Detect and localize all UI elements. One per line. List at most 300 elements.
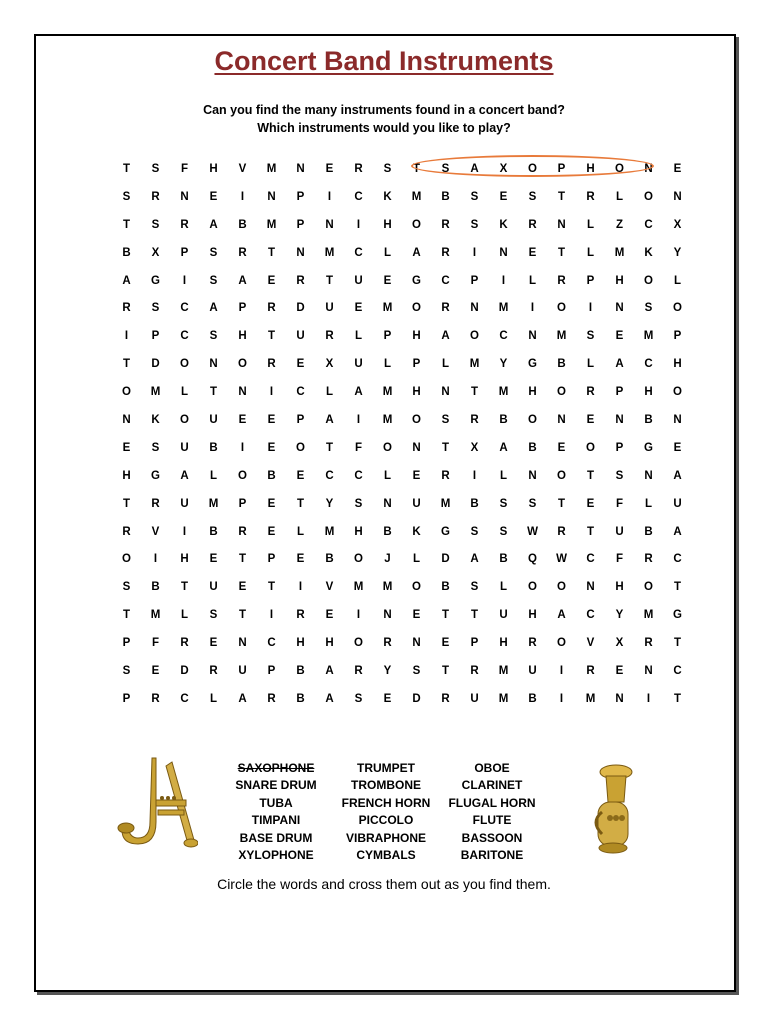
grid-letter[interactable]: I [646, 692, 651, 705]
grid-letter[interactable]: D [441, 553, 450, 566]
grid-letter[interactable]: B [267, 469, 276, 482]
grid-letter[interactable]: M [208, 497, 219, 510]
grid-letter[interactable]: F [354, 441, 363, 454]
grid-letter[interactable]: U [412, 497, 421, 510]
grid-letter[interactable]: B [209, 441, 218, 454]
grid-letter[interactable]: B [644, 525, 653, 538]
grid-letter[interactable]: L [180, 386, 189, 399]
grid-letter[interactable]: D [180, 664, 189, 677]
grid-letter[interactable]: R [586, 190, 595, 203]
grid-letter[interactable]: K [644, 246, 653, 259]
grid-letter[interactable]: E [122, 441, 131, 454]
grid-letter[interactable]: H [122, 469, 131, 482]
grid-letter[interactable]: H [180, 553, 189, 566]
grid-letter[interactable]: R [325, 330, 334, 343]
grid-letter[interactable]: F [615, 553, 624, 566]
grid-letter[interactable]: A [122, 274, 131, 287]
grid-letter[interactable]: A [238, 274, 247, 287]
grid-letter[interactable]: B [238, 218, 247, 231]
grid-letter[interactable]: C [673, 553, 682, 566]
grid-letter[interactable]: A [673, 469, 682, 482]
grid-letter[interactable]: E [412, 609, 421, 622]
grid-letter[interactable]: P [615, 441, 624, 454]
grid-letter[interactable]: Y [615, 609, 624, 622]
grid-letter[interactable]: U [354, 358, 363, 371]
grid-letter[interactable]: P [470, 274, 479, 287]
grid-letter[interactable]: S [122, 190, 131, 203]
grid-letter[interactable]: R [644, 553, 653, 566]
grid-letter[interactable]: R [528, 218, 537, 231]
grid-letter[interactable]: M [469, 358, 480, 371]
grid-letter[interactable]: M [556, 330, 567, 343]
grid-letter[interactable]: A [673, 525, 682, 538]
grid-letter[interactable]: M [324, 246, 335, 259]
grid-letter[interactable]: C [644, 358, 653, 371]
grid-letter[interactable]: B [557, 358, 566, 371]
grid-letter[interactable]: N [325, 218, 334, 231]
grid-letter[interactable]: E [354, 302, 363, 315]
grid-letter[interactable]: Y [499, 358, 508, 371]
grid-letter[interactable]: P [267, 553, 276, 566]
grid-letter[interactable]: E [586, 413, 595, 426]
grid-letter[interactable]: L [644, 497, 653, 510]
grid-letter[interactable]: T [238, 553, 247, 566]
grid-letter[interactable]: I [298, 581, 303, 594]
grid-letter[interactable]: A [238, 692, 247, 705]
grid-letter[interactable]: E [209, 553, 218, 566]
grid-letter[interactable]: T [180, 581, 189, 594]
grid-letter[interactable]: D [151, 358, 160, 371]
grid-letter[interactable]: C [180, 330, 189, 343]
grid-letter[interactable]: N [383, 609, 392, 622]
grid-letter[interactable]: M [353, 581, 364, 594]
grid-letter[interactable]: S [470, 525, 479, 538]
grid-letter[interactable]: A [325, 664, 334, 677]
grid-letter[interactable]: R [354, 664, 363, 677]
grid-letter[interactable]: R [151, 190, 160, 203]
grid-letter[interactable]: G [151, 469, 160, 482]
grid-letter[interactable]: R [180, 637, 189, 650]
grid-letter[interactable]: O [615, 162, 624, 175]
grid-letter[interactable]: M [498, 302, 509, 315]
grid-letter[interactable]: H [412, 330, 421, 343]
grid-letter[interactable]: I [472, 469, 477, 482]
grid-letter[interactable]: A [499, 441, 508, 454]
grid-letter[interactable]: S [209, 609, 218, 622]
grid-letter[interactable]: N [412, 637, 421, 650]
grid-letter[interactable]: M [498, 692, 509, 705]
grid-letter[interactable]: I [559, 664, 564, 677]
grid-letter[interactable]: I [327, 190, 332, 203]
grid-letter[interactable]: R [557, 525, 566, 538]
grid-letter[interactable]: M [411, 190, 422, 203]
grid-letter[interactable]: H [209, 162, 218, 175]
grid-letter[interactable]: B [528, 441, 537, 454]
grid-letter[interactable]: S [499, 525, 508, 538]
grid-letter[interactable]: E [296, 553, 305, 566]
grid-letter[interactable]: R [441, 469, 450, 482]
grid-letter[interactable]: R [441, 218, 450, 231]
grid-letter[interactable]: U [470, 692, 479, 705]
grid-letter[interactable]: O [586, 441, 595, 454]
grid-letter[interactable]: R [151, 497, 160, 510]
grid-letter[interactable]: X [499, 162, 508, 175]
grid-letter[interactable]: A [354, 386, 363, 399]
grid-letter[interactable]: E [673, 162, 682, 175]
grid-letter[interactable]: R [238, 525, 247, 538]
grid-letter[interactable]: N [673, 190, 682, 203]
grid-letter[interactable]: H [644, 386, 653, 399]
grid-letter[interactable]: T [267, 581, 276, 594]
grid-letter[interactable]: T [296, 497, 305, 510]
grid-letter[interactable]: O [557, 469, 566, 482]
grid-letter[interactable]: S [151, 162, 160, 175]
grid-letter[interactable]: M [440, 497, 451, 510]
grid-letter[interactable]: N [644, 162, 653, 175]
grid-letter[interactable]: I [356, 218, 361, 231]
grid-letter[interactable]: X [470, 441, 479, 454]
grid-letter[interactable]: U [209, 413, 218, 426]
grid-letter[interactable]: P [470, 637, 479, 650]
grid-letter[interactable]: V [325, 581, 334, 594]
grid-letter[interactable]: H [673, 358, 682, 371]
grid-letter[interactable]: S [441, 413, 450, 426]
grid-letter[interactable]: Y [673, 246, 682, 259]
grid-letter[interactable]: T [586, 525, 595, 538]
grid-letter[interactable]: Q [528, 553, 537, 566]
grid-letter[interactable]: O [644, 190, 653, 203]
grid-letter[interactable]: H [412, 386, 421, 399]
grid-letter[interactable]: N [209, 358, 218, 371]
grid-letter[interactable]: S [528, 190, 537, 203]
grid-letter[interactable]: P [238, 497, 247, 510]
grid-letter[interactable]: R [267, 302, 276, 315]
grid-letter[interactable]: L [383, 358, 392, 371]
grid-letter[interactable]: P [557, 162, 566, 175]
grid-letter[interactable]: K [412, 525, 421, 538]
grid-letter[interactable]: M [266, 162, 277, 175]
grid-letter[interactable]: P [383, 330, 392, 343]
grid-letter[interactable]: M [382, 386, 393, 399]
grid-letter[interactable]: E [267, 497, 276, 510]
grid-letter[interactable]: B [499, 553, 508, 566]
grid-letter[interactable]: K [499, 218, 508, 231]
grid-letter[interactable]: H [528, 609, 537, 622]
grid-letter[interactable]: O [296, 441, 305, 454]
grid-letter[interactable]: P [586, 274, 595, 287]
grid-letter[interactable]: S [383, 162, 392, 175]
grid-letter[interactable]: H [586, 162, 595, 175]
grid-letter[interactable]: N [180, 190, 189, 203]
grid-letter[interactable]: T [470, 609, 479, 622]
grid-letter[interactable]: C [499, 330, 508, 343]
grid-letter[interactable]: C [586, 609, 595, 622]
grid-letter[interactable]: B [209, 525, 218, 538]
grid-letter[interactable]: S [412, 664, 421, 677]
grid-letter[interactable]: B [122, 246, 131, 259]
grid-letter[interactable]: O [528, 413, 537, 426]
grid-letter[interactable]: S [122, 664, 131, 677]
grid-letter[interactable]: G [673, 609, 682, 622]
grid-letter[interactable]: H [499, 637, 508, 650]
grid-letter[interactable]: R [238, 246, 247, 259]
grid-letter[interactable]: C [180, 302, 189, 315]
grid-letter[interactable]: O [557, 637, 566, 650]
grid-letter[interactable]: O [673, 386, 682, 399]
grid-letter[interactable]: L [209, 469, 218, 482]
grid-letter[interactable]: I [182, 525, 187, 538]
grid-letter[interactable]: I [530, 302, 535, 315]
grid-letter[interactable]: O [383, 441, 392, 454]
grid-letter[interactable]: L [673, 274, 682, 287]
grid-letter[interactable]: O [644, 581, 653, 594]
grid-letter[interactable]: S [354, 692, 363, 705]
grid-letter[interactable]: B [296, 664, 305, 677]
grid-letter[interactable]: V [238, 162, 247, 175]
grid-letter[interactable]: N [557, 218, 566, 231]
grid-letter[interactable]: P [412, 358, 421, 371]
grid-letter[interactable]: L [586, 358, 595, 371]
grid-letter[interactable]: A [557, 609, 566, 622]
grid-letter[interactable]: L [209, 692, 218, 705]
grid-letter[interactable]: U [238, 664, 247, 677]
grid-letter[interactable]: S [499, 497, 508, 510]
grid-letter[interactable]: T [325, 274, 334, 287]
grid-letter[interactable]: A [209, 218, 218, 231]
grid-letter[interactable]: T [267, 246, 276, 259]
grid-letter[interactable]: T [122, 162, 131, 175]
grid-letter[interactable]: I [559, 692, 564, 705]
grid-letter[interactable]: H [383, 218, 392, 231]
grid-letter[interactable]: R [209, 664, 218, 677]
grid-letter[interactable]: J [384, 553, 391, 566]
grid-letter[interactable]: A [470, 162, 479, 175]
grid-letter[interactable]: R [470, 413, 479, 426]
grid-letter[interactable]: R [470, 664, 479, 677]
grid-letter[interactable]: C [644, 218, 653, 231]
grid-letter[interactable]: O [557, 302, 566, 315]
grid-letter[interactable]: O [354, 637, 363, 650]
grid-letter[interactable]: R [441, 692, 450, 705]
grid-letter[interactable]: T [441, 664, 450, 677]
grid-letter[interactable]: P [238, 302, 247, 315]
grid-letter[interactable]: R [267, 358, 276, 371]
grid-letter[interactable]: M [324, 525, 335, 538]
grid-letter[interactable]: I [240, 441, 245, 454]
grid-letter[interactable]: G [151, 274, 160, 287]
grid-letter[interactable]: E [441, 637, 450, 650]
grid-letter[interactable]: N [238, 637, 247, 650]
grid-letter[interactable]: I [472, 246, 477, 259]
grid-letter[interactable]: N [673, 413, 682, 426]
grid-letter[interactable]: M [498, 386, 509, 399]
grid-letter[interactable]: G [441, 525, 450, 538]
grid-letter[interactable]: I [269, 386, 274, 399]
grid-letter[interactable]: P [296, 190, 305, 203]
grid-letter[interactable]: T [122, 609, 131, 622]
grid-letter[interactable]: S [470, 218, 479, 231]
grid-letter[interactable]: X [615, 637, 624, 650]
grid-letter[interactable]: N [615, 692, 624, 705]
grid-letter[interactable]: L [383, 469, 392, 482]
grid-letter[interactable]: I [269, 609, 274, 622]
grid-letter[interactable]: N [615, 413, 624, 426]
grid-letter[interactable]: N [528, 469, 537, 482]
grid-letter[interactable]: M [643, 609, 654, 622]
grid-letter[interactable]: T [470, 386, 479, 399]
grid-letter[interactable]: F [180, 162, 189, 175]
grid-letter[interactable]: S [644, 302, 653, 315]
grid-letter[interactable]: E [296, 358, 305, 371]
grid-letter[interactable]: A [325, 692, 334, 705]
grid-letter[interactable]: C [267, 637, 276, 650]
grid-letter[interactable]: S [151, 218, 160, 231]
grid-letter[interactable]: W [556, 553, 567, 566]
grid-letter[interactable]: I [356, 609, 361, 622]
grid-letter[interactable]: L [441, 358, 450, 371]
grid-letter[interactable]: S [615, 469, 624, 482]
grid-letter[interactable]: H [296, 637, 305, 650]
grid-letter[interactable]: E [673, 441, 682, 454]
grid-letter[interactable]: R [122, 302, 131, 315]
grid-letter[interactable]: R [441, 246, 450, 259]
grid-letter[interactable]: L [586, 246, 595, 259]
grid-letter[interactable]: I [501, 274, 506, 287]
grid-letter[interactable]: A [209, 302, 218, 315]
grid-letter[interactable]: E [383, 274, 392, 287]
grid-letter[interactable]: M [643, 330, 654, 343]
grid-letter[interactable]: T [441, 441, 450, 454]
grid-letter[interactable]: G [412, 274, 421, 287]
grid-letter[interactable]: U [325, 302, 334, 315]
grid-letter[interactable]: C [354, 190, 363, 203]
grid-letter[interactable]: E [209, 637, 218, 650]
grid-letter[interactable]: N [499, 246, 508, 259]
grid-letter[interactable]: O [412, 581, 421, 594]
grid-letter[interactable]: R [644, 637, 653, 650]
grid-letter[interactable]: S [470, 190, 479, 203]
grid-letter[interactable]: E [325, 162, 334, 175]
grid-letter[interactable]: B [296, 692, 305, 705]
grid-letter[interactable]: R [528, 637, 537, 650]
grid-letter[interactable]: O [412, 302, 421, 315]
grid-letter[interactable]: V [151, 525, 160, 538]
grid-letter[interactable]: C [180, 692, 189, 705]
grid-letter[interactable]: B [499, 413, 508, 426]
grid-letter[interactable]: E [151, 664, 160, 677]
grid-letter[interactable]: N [296, 246, 305, 259]
grid-letter[interactable]: E [267, 413, 276, 426]
grid-letter[interactable]: C [441, 274, 450, 287]
grid-letter[interactable]: L [528, 274, 537, 287]
grid-letter[interactable]: L [325, 386, 334, 399]
grid-letter[interactable]: T [122, 218, 131, 231]
grid-letter[interactable]: R [383, 637, 392, 650]
grid-letter[interactable]: A [325, 413, 334, 426]
grid-letter[interactable]: M [382, 413, 393, 426]
grid-letter[interactable]: E [209, 190, 218, 203]
grid-letter[interactable]: T [557, 497, 566, 510]
grid-letter[interactable]: P [151, 330, 160, 343]
grid-letter[interactable]: B [151, 581, 160, 594]
grid-letter[interactable]: T [557, 190, 566, 203]
grid-letter[interactable]: A [412, 246, 421, 259]
grid-letter[interactable]: M [382, 302, 393, 315]
grid-letter[interactable]: O [528, 581, 537, 594]
grid-letter[interactable]: N [122, 413, 131, 426]
grid-letter[interactable]: E [238, 581, 247, 594]
grid-letter[interactable]: B [325, 553, 334, 566]
grid-letter[interactable]: O [412, 218, 421, 231]
grid-letter[interactable]: D [296, 302, 305, 315]
grid-letter[interactable]: E [615, 330, 624, 343]
grid-letter[interactable]: P [267, 664, 276, 677]
grid-letter[interactable]: R [296, 274, 305, 287]
grid-letter[interactable]: O [557, 386, 566, 399]
grid-letter[interactable]: K [151, 413, 160, 426]
grid-letter[interactable]: U [615, 525, 624, 538]
grid-letter[interactable]: S [122, 581, 131, 594]
grid-letter[interactable]: U [209, 581, 218, 594]
grid-letter[interactable]: R [180, 218, 189, 231]
grid-letter[interactable]: E [267, 441, 276, 454]
grid-letter[interactable]: M [150, 609, 161, 622]
grid-letter[interactable]: U [499, 609, 508, 622]
grid-letter[interactable]: S [441, 162, 450, 175]
grid-letter[interactable]: I [153, 553, 158, 566]
grid-letter[interactable]: T [122, 358, 131, 371]
grid-letter[interactable]: H [528, 386, 537, 399]
grid-letter[interactable]: S [151, 302, 160, 315]
grid-letter[interactable]: I [240, 190, 245, 203]
grid-letter[interactable]: T [267, 330, 276, 343]
grid-letter[interactable]: S [470, 581, 479, 594]
grid-letter[interactable]: E [557, 441, 566, 454]
grid-letter[interactable]: S [151, 441, 160, 454]
grid-letter[interactable]: P [122, 692, 131, 705]
grid-letter[interactable]: C [354, 246, 363, 259]
grid-letter[interactable]: O [354, 553, 363, 566]
grid-letter[interactable]: T [673, 692, 682, 705]
grid-letter[interactable]: N [644, 664, 653, 677]
grid-letter[interactable]: U [180, 441, 189, 454]
grid-letter[interactable]: P [615, 386, 624, 399]
grid-letter[interactable]: B [441, 190, 450, 203]
grid-letter[interactable]: O [470, 330, 479, 343]
grid-letter[interactable]: U [528, 664, 537, 677]
grid-letter[interactable]: H [615, 581, 624, 594]
grid-letter[interactable]: W [527, 525, 538, 538]
grid-letter[interactable]: R [296, 609, 305, 622]
grid-letter[interactable]: E [615, 664, 624, 677]
grid-letter[interactable]: S [209, 274, 218, 287]
grid-letter[interactable]: D [412, 692, 421, 705]
grid-letter[interactable]: E [383, 692, 392, 705]
grid-letter[interactable]: S [209, 246, 218, 259]
grid-letter[interactable]: B [644, 413, 653, 426]
grid-letter[interactable]: M [382, 581, 393, 594]
grid-letter[interactable]: P [673, 330, 682, 343]
grid-letter[interactable]: P [296, 218, 305, 231]
grid-letter[interactable]: N [557, 413, 566, 426]
grid-letter[interactable]: L [412, 553, 421, 566]
grid-letter[interactable]: H [615, 274, 624, 287]
grid-letter[interactable]: O [644, 274, 653, 287]
grid-letter[interactable]: B [470, 497, 479, 510]
grid-letter[interactable]: T [209, 386, 218, 399]
grid-letter[interactable]: U [296, 330, 305, 343]
grid-letter[interactable]: O [180, 358, 189, 371]
